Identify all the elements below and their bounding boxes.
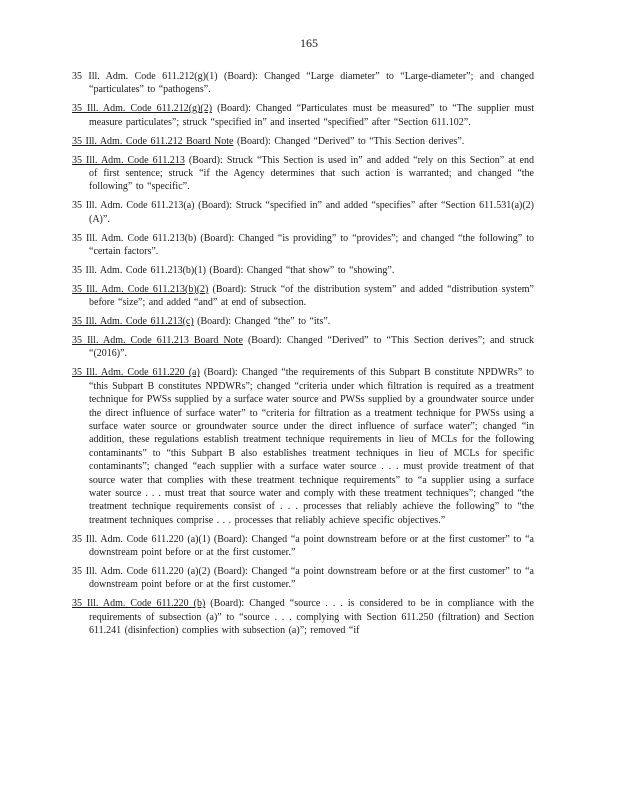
amendment-text: (Board): Changed “a point downstream before or at the first customer” to “a downstream point before or at the first customer.” — [89, 566, 534, 591]
amendment-entry — [72, 70, 534, 97]
amendment-text: (Board): Struck “This Section is used in” and added “rely on this Section” at end of first sentence; struck “if the Agency determines that such action is warranted; and changed “the following” to “specific”. — [89, 154, 534, 193]
amendment-text: (Board): Changed “Particulates must be measured” to “The supplier must measure particulates”; struck “specified in” and inserted “specified” after “Section 611.102”. — [89, 103, 534, 128]
amendment-entry — [72, 283, 534, 310]
citation: 35 Ill. Adm. Code 611.212 Board Note — [72, 135, 234, 147]
amendment-text: (Board): Changed “a point downstream before or at the first customer” to “a downstream point before or at the first customer.” — [89, 533, 534, 559]
amendment-text: (Board): Changed “that show” to “showing”. — [205, 264, 395, 276]
citation: 35 Ill. Adm. Code 611.220 (a)(1) — [72, 533, 211, 545]
amendment-text: (Board): Changed “Large diameter” to “Large-diameter”; and changed “particulates” to “pathogens”. — [89, 71, 534, 96]
amendment-text: (Board): Struck “specified in” and added “specifies” after “Section 611.531(a)(2)(A)”. — [89, 200, 534, 225]
amendment-text: (Board): Changed “source . . . is considered to be in compliance with the requirements of subsection (a)” to “source . . . complying with Section 611.250 (filtration) and Section 611.241 (disinfection) complies with subsection (a)”; removed “if — [89, 598, 534, 637]
amendment-entry — [72, 334, 534, 361]
amendment-text: (Board): Changed “the requirements of this Subpart B constitute NPDWRs” to “this Subpart B constitutes NPDWRs”; changed “criteria under which filtration is required as a treatment technique for PWSs supplied by a surface water source and PWSs supplied by a groundwater source under the direct influence of surface water” to “criteria for filtration as a treatment technique for PWSs using a surface water source or groundwater source under the direct influence of surface water”; changed “in addition, these regulations establish treatment technique requirements in lieu of MCLs for the following contaminants” to “this Subpart B also establishes treatment techniques in lieu of MCLs for specific contaminants”; changed “each supplier with a surface water source . . . must provide treatment of that source water that complies with these treatment technique requirements” to “a supplier using a surface water source . . . must treat that source water and comply with these treatment techniques”; changed “the treatment technique requirements consist of . . . processes that reliably achieve the following” to “the treatment techniques comprise . . . processes that reliably achieve specific objectives.” — [89, 367, 534, 526]
citation: 35 Ill. Adm. Code 611.213(b)(2) — [72, 283, 209, 295]
citation: 35 Ill. Adm. Code 611.220 (a)(2) — [72, 566, 211, 577]
amendment-text: (Board): Changed “is providing” to “provides”; and changed “the following” to “certain factors”. — [89, 232, 534, 257]
amendment-entry — [72, 565, 534, 592]
citation: 35 Ill. Adm. Code 611.213(c) — [72, 316, 194, 328]
amendment-list — [72, 70, 534, 643]
amendment-text: (Board): Changed “the” to “its”. — [193, 316, 331, 328]
amendment-text: (Board): Changed “Derived” to “This Section derives”. — [233, 135, 465, 147]
amendment-entry — [72, 102, 534, 129]
amendment-entry — [72, 232, 534, 259]
citation: 35 Ill. Adm. Code 611.213(b)(1) — [72, 264, 206, 276]
citation: 35 Ill. Adm. Code 611.212(g)(2) — [72, 103, 213, 115]
citation: 35 Ill. Adm. Code 611.213(a) — [72, 200, 195, 212]
amendment-entry — [72, 315, 534, 328]
amendment-entry — [72, 597, 534, 637]
amendment-entry — [72, 135, 534, 148]
page-number: 165 — [300, 36, 318, 50]
amendment-entry — [72, 264, 534, 277]
citation: 35 Ill. Adm. Code 611.220 (a) — [72, 367, 200, 379]
amendment-text: (Board): Struck “of the distribution system” and added “distribution system” before “size”; and added “and” at end of subsection. — [89, 283, 534, 309]
amendment-entry — [72, 366, 534, 527]
amendment-entry — [72, 199, 534, 226]
amendment-text: (Board): Changed “Derived” to “This Section derives”; and struck “(2016)”. — [89, 335, 535, 360]
citation: 35 Ill. Adm. Code 611.213 — [72, 154, 185, 166]
citation: 35 Ill. Adm. Code 611.213 Board Note — [72, 335, 243, 346]
amendment-entry — [72, 533, 534, 560]
citation: 35 Ill. Adm. Code 611.213(b) — [72, 232, 197, 244]
citation: 35 Ill. Adm. Code 611.220 (b) — [72, 598, 206, 610]
amendment-entry — [72, 154, 534, 194]
citation: 35 Ill. Adm. Code 611.212(g)(1) — [72, 71, 218, 82]
